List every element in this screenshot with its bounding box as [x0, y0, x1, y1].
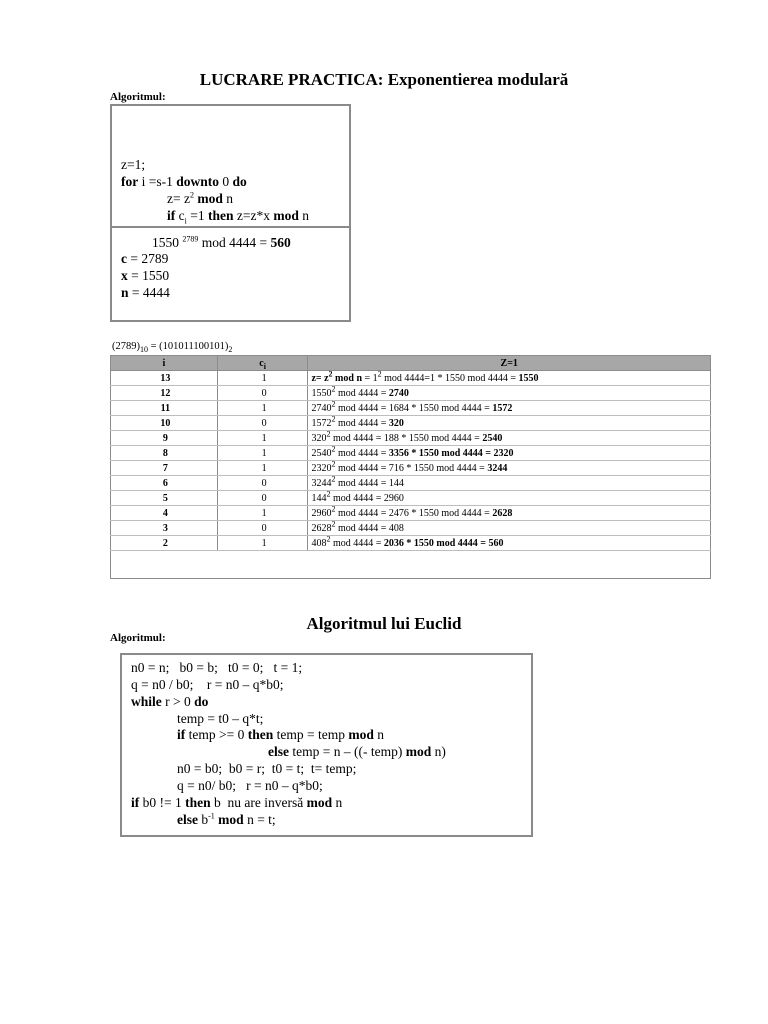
example-equation: 1550 $^{2789}$ mod 4444 = 560	[152, 234, 291, 250]
cell-c: 1	[217, 506, 308, 521]
algo-line-square: $z= z^2$ mod n	[167, 190, 233, 206]
table-row	[111, 506, 711, 521]
table-row	[111, 401, 711, 416]
cell-i: 2	[111, 536, 218, 551]
box-divider	[110, 226, 351, 228]
cell-z: 3244$^2$ mod 4444 = 144	[308, 476, 711, 491]
algorithm-label: Algoritmul:	[110, 632, 166, 644]
exponentiation-table	[110, 355, 711, 551]
example-n: n = 4444	[121, 285, 170, 300]
cell-c: 1	[217, 446, 308, 461]
euclid-line-temp: temp = t0 – q*t;	[177, 711, 264, 726]
cell-z: 2540$^2$ mod 4444 = 3356 * 1550 mod 4444 = 2320	[308, 446, 711, 461]
cell-c: 1	[217, 401, 308, 416]
cell-z: 2960$^2$ mod 4444 = 2476 * 1550 mod 4444 = 2628	[308, 506, 711, 521]
euclid-line-2: q = n0 / b0; r = n0 – q*b0;	[131, 677, 284, 692]
cell-z: $z= z^2$ mod $n = 1^2$ mod 4444=1 * 1550 mod 4444 = 1550	[308, 371, 711, 386]
header-i: i	[111, 356, 218, 371]
table-row	[111, 521, 711, 536]
cell-z: $320^2$ mod 4444 = 188 * 1550 mod 4444 = 2540	[308, 431, 711, 446]
cell-i: 4	[111, 506, 218, 521]
header-c: $c_i$	[217, 356, 308, 371]
table-row	[111, 461, 711, 476]
cell-c: 0	[217, 521, 308, 536]
header-z: Z=1	[308, 356, 711, 371]
section-title-euclid: Algoritmul lui Euclid	[306, 614, 462, 633]
table-header-row	[111, 356, 711, 371]
table-row	[111, 536, 711, 551]
cell-i: 3	[111, 521, 218, 536]
table-row	[111, 491, 711, 506]
cell-i: 8	[111, 446, 218, 461]
cell-z: $408^2$ mod 4444 = 2036 * 1550 mod 4444 = 560	[308, 536, 711, 551]
cell-z: $144^2$ mod 4444 = 2960	[308, 491, 711, 506]
table-row	[111, 446, 711, 461]
cell-c: 0	[217, 476, 308, 491]
cell-c: 1	[217, 461, 308, 476]
table-row	[111, 431, 711, 446]
table-row	[111, 371, 711, 386]
euclid-line-else: else temp = n – ((- temp) mod n)	[268, 744, 446, 759]
cell-z: 2628$^2$ mod 4444 = 408	[308, 521, 711, 536]
algorithm-label: Algoritmul:	[110, 91, 166, 103]
euclid-line-final-if: if b0 != 1 then b nu are inversă mod n	[131, 795, 343, 810]
cell-i: 12	[111, 386, 218, 401]
cell-c: 0	[217, 416, 308, 431]
cell-z: 1572$^2$ mod 4444 = 320	[308, 416, 711, 431]
cell-i: 5	[111, 491, 218, 506]
cell-c: 1	[217, 536, 308, 551]
cell-i: 7	[111, 461, 218, 476]
euclid-line-while: while r > 0 do	[131, 694, 209, 709]
euclid-line-final-else: else $b^{-1}$ mod n = t;	[177, 811, 276, 827]
cell-i: 9	[111, 431, 218, 446]
cell-c: 0	[217, 491, 308, 506]
example-c: c = 2789	[121, 251, 169, 266]
table-row	[111, 476, 711, 491]
euclid-line-q: q = n0/ b0; r = n0 – q*b0;	[177, 778, 323, 793]
example-x: x = 1550	[121, 268, 170, 283]
cell-i: 11	[111, 401, 218, 416]
table-row	[111, 386, 711, 401]
algo-line-if: if $c_i =1$ then z=z*x mod n	[167, 208, 309, 226]
page-title: LUCRARE PRACTICA: Exponentierea modulară	[199, 70, 569, 89]
cell-i: 10	[111, 416, 218, 431]
cell-z: 2320$^2$ mod 4444 = 716 * 1550 mod 4444 = 3244	[308, 461, 711, 476]
binary-conversion: $(2789)_{10} = (101011100101)_2$	[112, 341, 233, 355]
cell-c: 1	[217, 371, 308, 386]
euclid-line-if: if temp >= 0 then temp = temp mod n	[177, 727, 384, 742]
cell-z: 1550$^2$ mod 4444 = 2740	[308, 386, 711, 401]
cell-i: 6	[111, 476, 218, 491]
euclid-line-update: n0 = b0; b0 = r; t0 = t; t= temp;	[177, 761, 357, 776]
cell-c: 1	[217, 431, 308, 446]
cell-c: 0	[217, 386, 308, 401]
cell-i: 13	[111, 371, 218, 386]
euclid-line-1: n0 = n; b0 = b; t0 = 0; t = 1;	[131, 660, 303, 675]
algo-line-for: for i =s-1 downto 0 do	[121, 174, 247, 189]
table-row	[111, 416, 711, 431]
cell-z: 2740$^2$ mod 4444 = 1684 * 1550 mod 4444 = 1572	[308, 401, 711, 416]
algo-line-init: z=1;	[121, 157, 146, 172]
